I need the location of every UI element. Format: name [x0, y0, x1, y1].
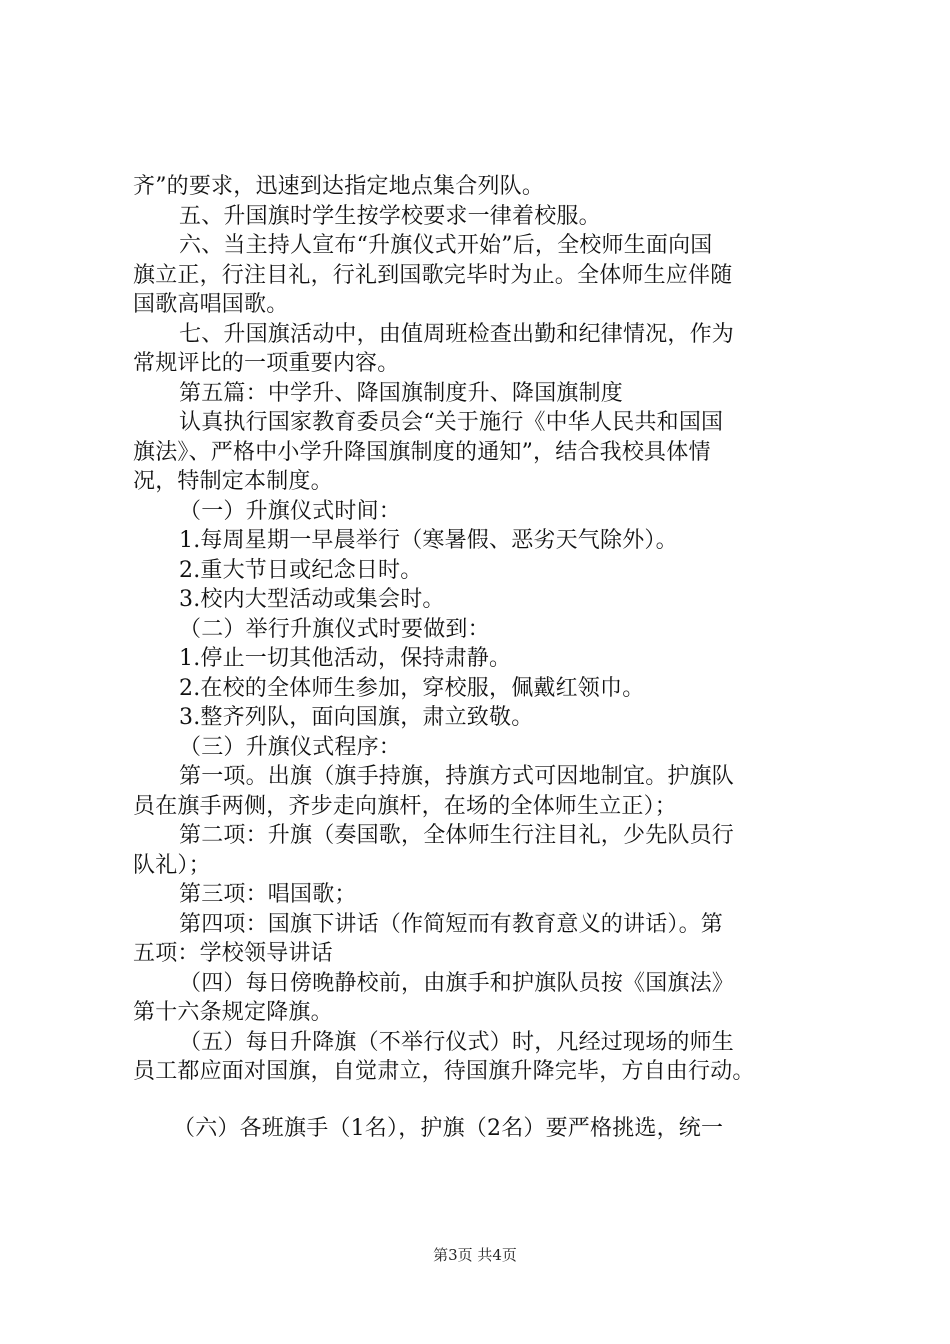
text-line: 3.整齐列队，面向国旗，肃立致敬。 [179, 705, 534, 730]
text-line: 1.停止一切其他活动，保持肃静。 [179, 646, 512, 671]
text-line: 第十六条规定降旗。 [133, 1000, 333, 1025]
document-body [133, 172, 833, 1143]
paragraph-gap [133, 1087, 833, 1114]
text-line: 齐”的要求，迅速到达指定地点集合列队。 [133, 174, 545, 199]
text-line: 旗立正，行注目礼，行礼到国歌完毕时为止。全体师生应伴随 [133, 262, 733, 288]
text-line: 常规评比的一项重要内容。 [133, 351, 400, 376]
text-line: 旗法》、严格中小学升降国旗制度的通知”，结合我校具体情 [133, 439, 711, 465]
text-line: （二）举行升旗仪式时要做到： [179, 616, 490, 642]
text-line: 第五篇：中学升、降国旗制度升、降国旗制度 [179, 380, 624, 406]
text-line: 2.重大节日或纪念日时。 [179, 557, 423, 583]
text-line: 六、当主持人宣布“升旗仪式开始”后，全校师生面向国 [179, 233, 713, 258]
text-line: 1.每周星期一早晨举行（寒暑假、恶劣天气除外）。 [179, 528, 678, 553]
text-line: 国歌高唱国歌。 [133, 292, 289, 317]
text-line: 第二项：升旗（奏国歌，全体师生行注目礼，少先队员行 [179, 823, 735, 848]
text-line: （四）每日傍晚静校前，由旗手和护旗队员按《国旗法》 [179, 970, 735, 996]
text-line: 七、升国旗活动中，由值周班检查出勤和纪律情况，作为 [179, 321, 735, 347]
text-line: （五）每日升降旗（不举行仪式）时，凡经过现场的师生 [179, 1029, 735, 1055]
text-line: 五项：学校领导讲话 [133, 941, 333, 966]
text-line: 队礼）； [133, 852, 211, 878]
text-line: 第一项。出旗（旗手持旗，持旗方式可因地制宜。护旗队 [179, 764, 735, 789]
text-line-last: （六）各班旗手（1名），护旗（2名）要严格挑选，统一 [173, 1115, 724, 1141]
text-line: （一）升旗仪式时间： [179, 498, 402, 524]
text-line: 认真执行国家教育委员会“关于施行《中华人民共和国国 [179, 410, 724, 435]
text-line: 员工都应面对国旗，自觉肃立，待国旗升降完毕，方自由行动。 [133, 1059, 755, 1084]
text-line: 况，特制定本制度。 [133, 469, 333, 494]
page-footer: 第3页 共4页 [433, 1246, 517, 1264]
text-line: 2.在校的全体师生参加，穿校服，佩戴红领巾。 [179, 675, 645, 701]
text-line: 第四项：国旗下讲话（作简短而有教育意义的讲话）。第 [179, 911, 724, 937]
text-line: 五、升国旗时学生按学校要求一律着校服。 [179, 203, 601, 229]
text-line: 3.校内大型活动或集会时。 [179, 587, 445, 612]
text-line: （三）升旗仪式程序： [179, 734, 402, 760]
text-line: 员在旗手两侧，齐步走向旗杆，在场的全体师生立正）； [133, 793, 678, 819]
text-line: 第三项：唱国歌； [179, 882, 357, 907]
